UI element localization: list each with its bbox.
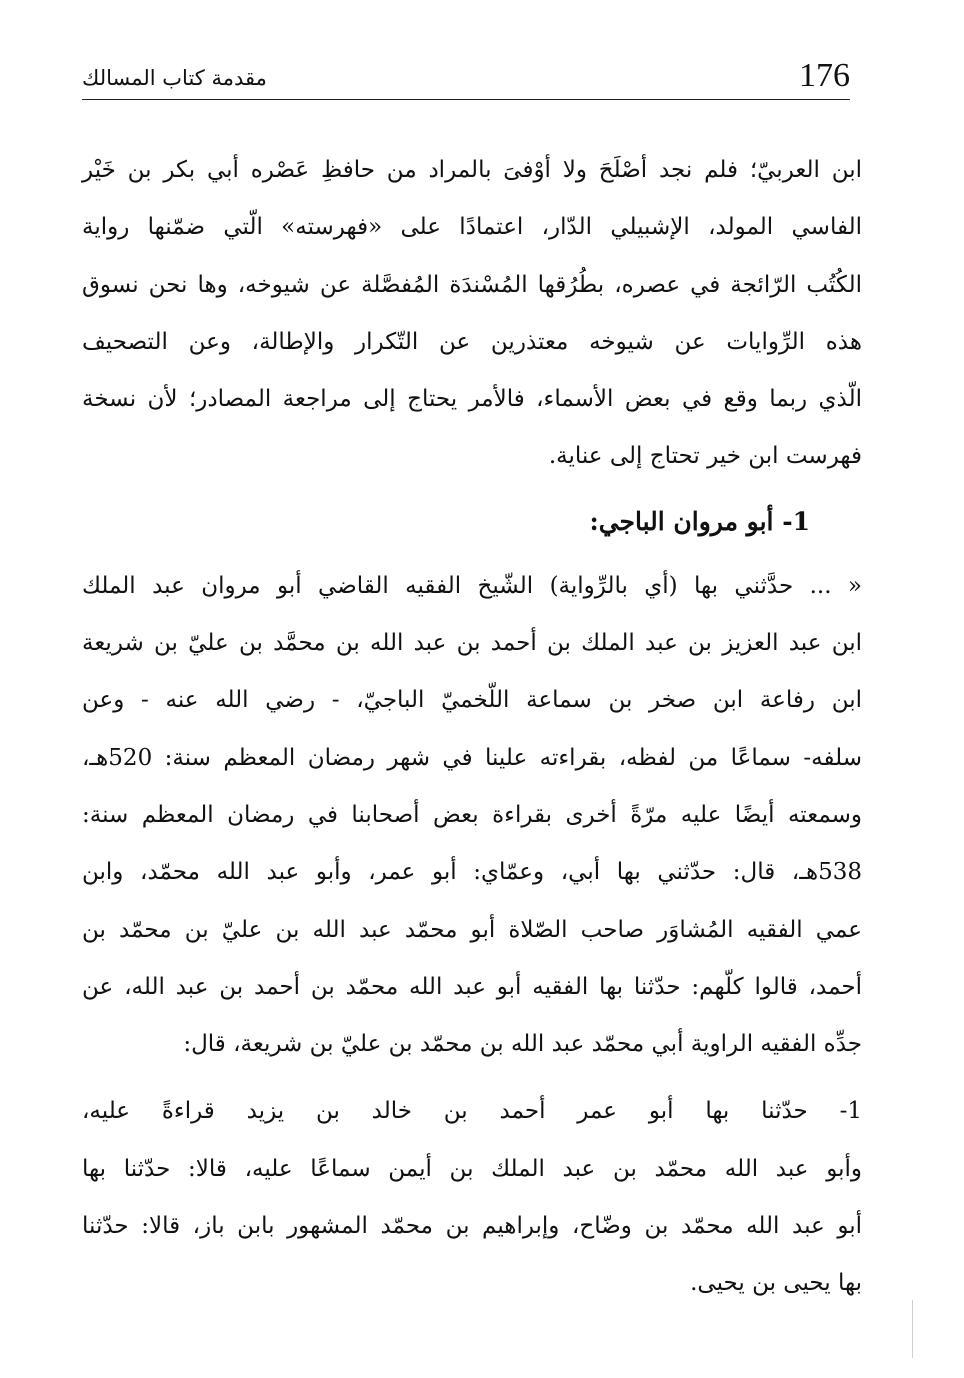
text-line: 1- حدّثنا بها أبو عمر أحمد بن خالد بن يزيد قراءةً عليه، [82, 1098, 862, 1125]
page-number: 176 [799, 57, 850, 94]
header-rule [82, 99, 850, 100]
text-line: وأبو عبد الله محمّد بن عبد الملك بن أيمن سماعًا عليه، قالا: حدّثنا بها [82, 1155, 862, 1182]
text-line: 538هـ، قال: حدّثني بها أبي، وعمّاي: أبو عمر، وأبو عبد الله محمّد، وابن [82, 859, 862, 886]
text-line: ابن عبد العزيز بن عبد الملك بن أحمد بن عبد الله بن محمَّد بن عليّ بن شريعة [82, 630, 862, 657]
text-line: عمي الفقيه المُشاوَر صاحب الصّلاة أبو محمّد عبد الله بن عليّ بن محمّد بن [82, 916, 862, 943]
text-line: « ... حدَّثني بها (أي بالرِّواية) الشّيخ الفقيه القاضي أبو مروان عبد الملك [82, 572, 862, 599]
text-line: الكُتُب الرّائجة في عصره، بطُرُقها المُسْندَة المُفصَّلة عن شيوخه، وها نحن نسوق [82, 271, 862, 298]
text-line: سلفه- سماعًا من لفظه، بقراءته علينا في شهر رمضان المعظم سنة: 520هـ، [82, 744, 862, 771]
section-paragraph [82, 558, 862, 1074]
text-line: الّذي ربما وقع في بعض الأسماء، فالأمر يحتاج إلى مراجعة المصادر؛ لأن نسخة [82, 386, 862, 413]
page-header [82, 50, 850, 100]
text-line: ابن رفاعة ابن صخر بن سماعة اللّخميّ الباجيّ، - رضي الله عنه - وعن [82, 687, 862, 714]
numbered-paragraph [82, 1083, 862, 1312]
text-line: بها يحيى بن يحيى. [690, 1270, 862, 1297]
page-body [82, 142, 862, 1313]
text-line: وسمعته أيضًا عليه مرّةً أخرى بقراءة بعض أصحابنا في رمضان المعظم سنة: [82, 801, 862, 828]
text-line: جدِّه الفقيه الراوية أبي محمّد عبد الله بن محمّد بن عليّ بن شريعة، قال: [183, 1031, 862, 1058]
intro-paragraph [82, 142, 862, 486]
text-line: الفاسي المولد، الإشبيلي الدّار، اعتمادًا على «فهرسته» الّتي ضمّنها رواية [82, 214, 862, 241]
text-line: هذه الرِّوايات عن شيوخه معتذرين عن التّكرار والإطالة، وعن التصحيف [82, 328, 862, 355]
text-line: أبو عبد الله محمّد بن وضّاح، وإبراهيم بن محمّد المشهور بابن باز، قالا: حدّثنا [82, 1213, 862, 1240]
text-line: ابن العربيّ؛ فلم نجد أصْلَحَ ولا أوْفىَ بالمراد من حافظِ عَصْره أبي بكر بن خَيْر [82, 157, 862, 183]
text-line: أحمد، قالوا كلّهم: حدّثنا بها الفقيه أبو عبد الله محمّد بن أحمد بن عبد الله، عن [82, 973, 862, 1000]
text-line: فهرست ابن خير تحتاج إلى عناية. [548, 443, 862, 470]
paragraph-gap [82, 1073, 862, 1083]
running-head: مقدمة كتاب المسالك [82, 66, 267, 90]
section-title: 1- أبو مروان الباجي: [589, 506, 810, 536]
scan-edge-mark [912, 1300, 913, 1358]
